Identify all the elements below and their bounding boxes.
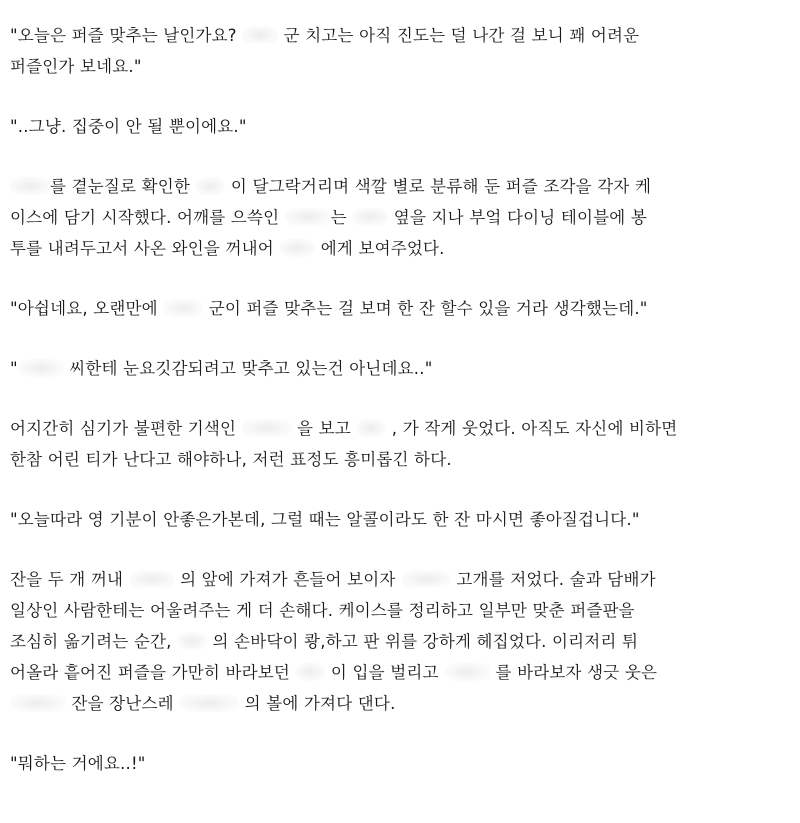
paragraph-6 xyxy=(10,413,776,475)
text-line: 조심히 옮기려는 순간, 의 손바닥이 쾅,하고 판 위를 강하게 헤집었다. 이리저리 튀 xyxy=(10,632,639,651)
paragraph-2 xyxy=(10,111,776,142)
text-line: "뭐하는 거에요..!" xyxy=(10,754,146,773)
text-line: 일상인 사람한테는 어울려주는 게 더 손해다. 케이스를 정리하고 일부만 맞춘 퍼즐판을 xyxy=(10,601,635,620)
redacted-name xyxy=(356,419,386,437)
text-line: 잔을 두 개 꺼내 의 앞에 가져가 흔들어 보이자 고개를 저었다. 술과 담배가 xyxy=(10,570,656,589)
text-line: "아쉽네요, 오랜만에 군이 퍼즐 맞추는 걸 보며 한 잔 할수 있을 거라 생각했는데." xyxy=(10,299,648,318)
paragraph-5 xyxy=(10,353,776,384)
redacted-name xyxy=(179,694,239,712)
text-line: 어지간히 심기가 불편한 기색인 을 보고 , 가 작게 웃었다. 아직도 자신에 비하면 xyxy=(10,419,678,438)
redacted-name xyxy=(10,177,50,195)
redacted-name xyxy=(129,570,175,588)
paragraph-1 xyxy=(10,20,776,82)
redacted-name xyxy=(401,570,451,588)
text-line: 한참 어린 티가 난다고 해야하나, 저런 표정도 흥미롭긴 하다. xyxy=(10,450,452,469)
paragraph-3 xyxy=(10,171,776,264)
text-line: " 씨한테 눈요깃감되려고 맞추고 있는건 아닌데요.." xyxy=(10,359,433,378)
paragraph-9 xyxy=(10,748,776,779)
text-line: 이스에 담기 시작했다. 어깨를 으쓱인 는 옆을 지나 부엌 다이닝 테이블에 봉 xyxy=(10,208,647,227)
paragraph-7 xyxy=(10,504,776,535)
redacted-name xyxy=(295,663,325,681)
paragraph-8 xyxy=(10,564,776,719)
redacted-name xyxy=(18,359,64,377)
text-line: 잔을 장난스레 의 볼에 가져다 댄다. xyxy=(10,688,776,719)
text-line: 퍼즐인가 보네요." xyxy=(10,57,142,76)
redacted-name xyxy=(352,208,388,226)
text-line: "오늘따라 영 기분이 안좋은가본데, 그럴 때는 알콜이라도 한 잔 마시면 좋아질겁니다." xyxy=(10,510,640,529)
text-line: 어올라 흩어진 퍼즐을 가만히 바라보던 이 입을 벌리고 를 바라보자 생긋 웃은 xyxy=(10,663,658,682)
redacted-name xyxy=(195,177,225,195)
redacted-name xyxy=(242,419,292,437)
text-line: 를 곁눈질로 확인한 이 달그락거리며 색깔 별로 분류해 둔 퍼즐 조각을 각자 케 xyxy=(10,171,776,202)
redacted-name xyxy=(242,26,278,44)
text-line: "..그냥. 집중이 안 될 뿐이에요." xyxy=(10,117,247,136)
redacted-name xyxy=(10,694,66,712)
text-line: "오늘은 퍼즐 맞추는 날인가요? 군 치고는 아직 진도는 덜 나간 걸 보니 꽤 어려운 xyxy=(10,26,640,45)
redacted-name xyxy=(444,663,490,681)
redacted-name xyxy=(285,208,331,226)
redacted-name xyxy=(163,299,203,317)
paragraph-4 xyxy=(10,293,776,324)
redacted-name xyxy=(279,239,315,257)
text-line: 투를 내려두고서 사온 와인을 꺼내어 에게 보여주었다. xyxy=(10,239,445,258)
redacted-name xyxy=(177,632,207,650)
